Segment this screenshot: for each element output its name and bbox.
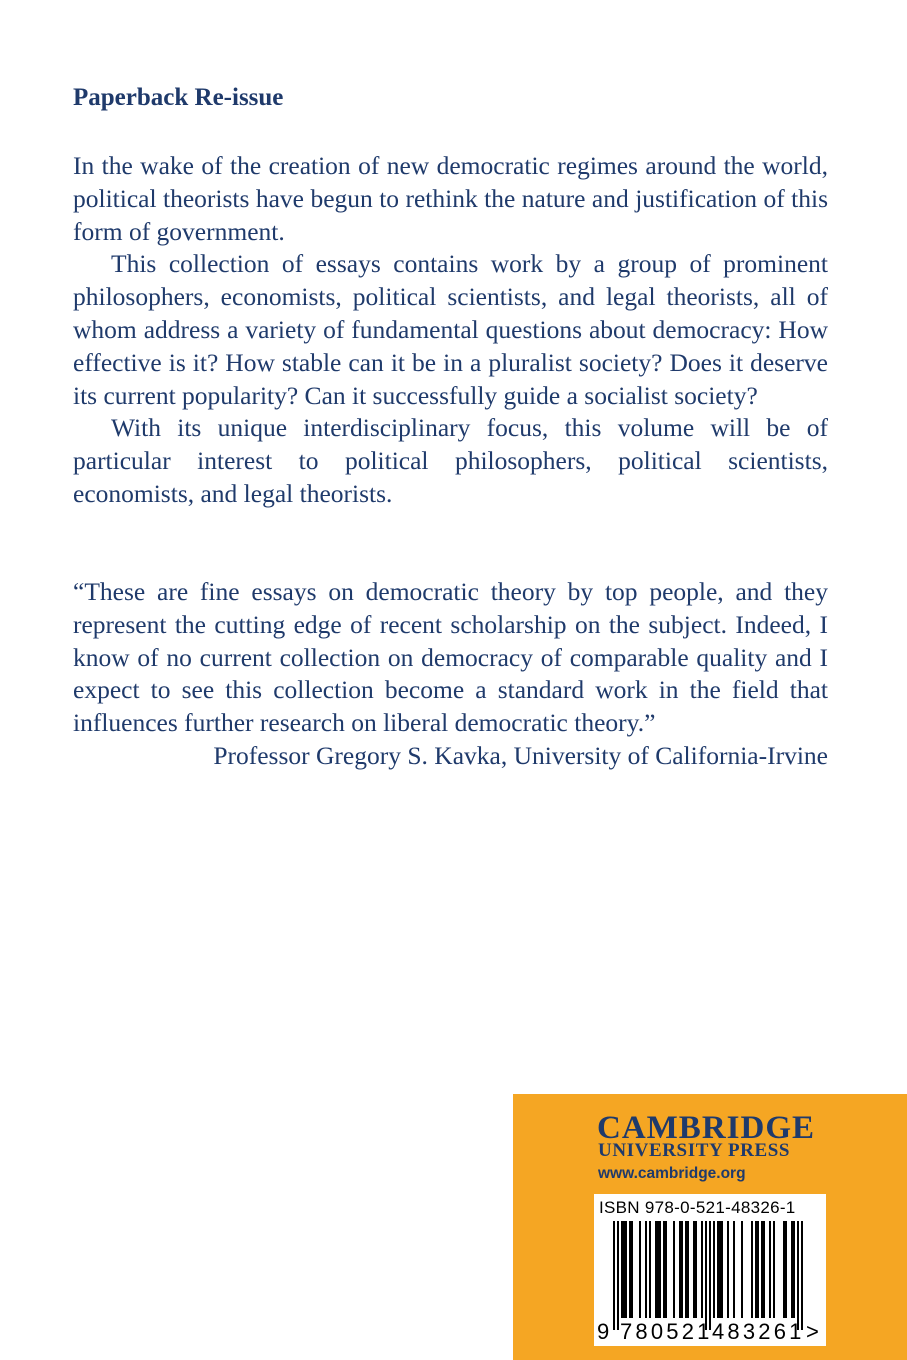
blurb-paragraph-3: With its unique interdisciplinary focus, this volume will be of particular interest to political philosophers, political scientists, economists, and legal theorists.	[73, 413, 828, 508]
barcode-bar	[727, 1221, 729, 1318]
barcode-bar	[659, 1221, 661, 1318]
barcode-left-digits: 780521	[620, 1319, 713, 1344]
barcode-end-mark: >	[806, 1319, 819, 1344]
barcode-bar	[721, 1221, 723, 1318]
barcode-bar	[755, 1221, 757, 1318]
barcode-bar	[649, 1221, 651, 1318]
barcode-bar	[639, 1221, 641, 1318]
barcode-bar	[785, 1221, 787, 1318]
barcode-bar	[797, 1221, 799, 1330]
barcode-bar	[793, 1221, 795, 1318]
barcode-bar	[705, 1221, 707, 1330]
barcode-bar	[673, 1221, 675, 1318]
barcode-bar	[645, 1221, 647, 1318]
barcode-bar	[655, 1221, 657, 1318]
barcode-bar	[621, 1221, 623, 1318]
barcode-bar	[685, 1221, 687, 1318]
barcode-bar	[773, 1221, 775, 1318]
barcode-bar	[741, 1221, 743, 1318]
publisher-box	[513, 1094, 907, 1360]
publisher-logo-name: CAMBRIDGE	[597, 1110, 816, 1146]
barcode-bar	[769, 1221, 771, 1318]
blurb-paragraph-2: This collection of essays contains work by a group of prominent philosophers, economists, political scientists, and legal theorists, all of whom address a variety of fundamental questions about democracy: How effective is it? How stable can it be in a pluralist society? Does it deserve its current popularity? Can it successfully guide a socialist society?	[73, 249, 828, 410]
quote-text: “These are fine essays on democratic theory by top people, and they represent the cutting edge of recent scholarship on the subject. Indeed, I know of no current collection on democracy of comparable quality and I expect to see this collection become a standard work in the field that influences further research on liberal democratic theory.”	[73, 577, 828, 738]
barcode-bar	[791, 1221, 793, 1318]
barcode-bar	[757, 1221, 759, 1318]
barcode-bar	[625, 1221, 627, 1318]
barcode-bar	[801, 1221, 803, 1330]
page-heading: Paperback Re-issue	[73, 84, 284, 111]
barcode-bar	[613, 1221, 615, 1330]
barcode-bar	[679, 1221, 681, 1318]
barcode-bar	[717, 1221, 719, 1318]
barcode-bar	[719, 1221, 721, 1318]
barcode-bar	[783, 1221, 785, 1318]
publisher-url: www.cambridge.org	[598, 1165, 746, 1182]
barcode-bar	[629, 1221, 631, 1318]
barcode-bar	[623, 1221, 625, 1318]
barcode-bar	[763, 1221, 765, 1318]
publisher-logo-subtitle: UNIVERSITY PRESS	[598, 1140, 791, 1161]
isbn-label: ISBN 978-0-521-48326-1	[599, 1198, 796, 1217]
description-blurb	[73, 150, 828, 511]
review-quote	[73, 576, 828, 773]
barcode-bar	[687, 1221, 689, 1318]
quote-attribution: Professor Gregory S. Kavka, University of California-Irvine	[213, 740, 828, 770]
barcode-bar	[681, 1221, 683, 1318]
barcode-bar	[663, 1221, 665, 1318]
barcode-lead-digit: 9	[597, 1319, 610, 1344]
barcode-panel	[594, 1194, 826, 1346]
blurb-paragraph-1: In the wake of the creation of new democratic regimes around the world, political theorists have begun to rethink the nature and justification of this form of government.	[73, 151, 828, 246]
barcode-bar	[761, 1221, 763, 1318]
barcode-bar	[733, 1221, 735, 1318]
barcode-bar	[751, 1221, 753, 1318]
barcode-bar	[713, 1221, 715, 1318]
barcode-right-digits: 483261	[712, 1319, 805, 1344]
barcode-bar	[617, 1221, 619, 1330]
barcode-bar	[695, 1221, 697, 1318]
barcode-bar	[657, 1221, 659, 1318]
barcode-bar	[665, 1221, 667, 1318]
barcode-bar	[709, 1221, 711, 1330]
barcode-bar	[693, 1221, 695, 1318]
barcode-bar	[631, 1221, 633, 1318]
barcode-bar	[701, 1221, 703, 1318]
